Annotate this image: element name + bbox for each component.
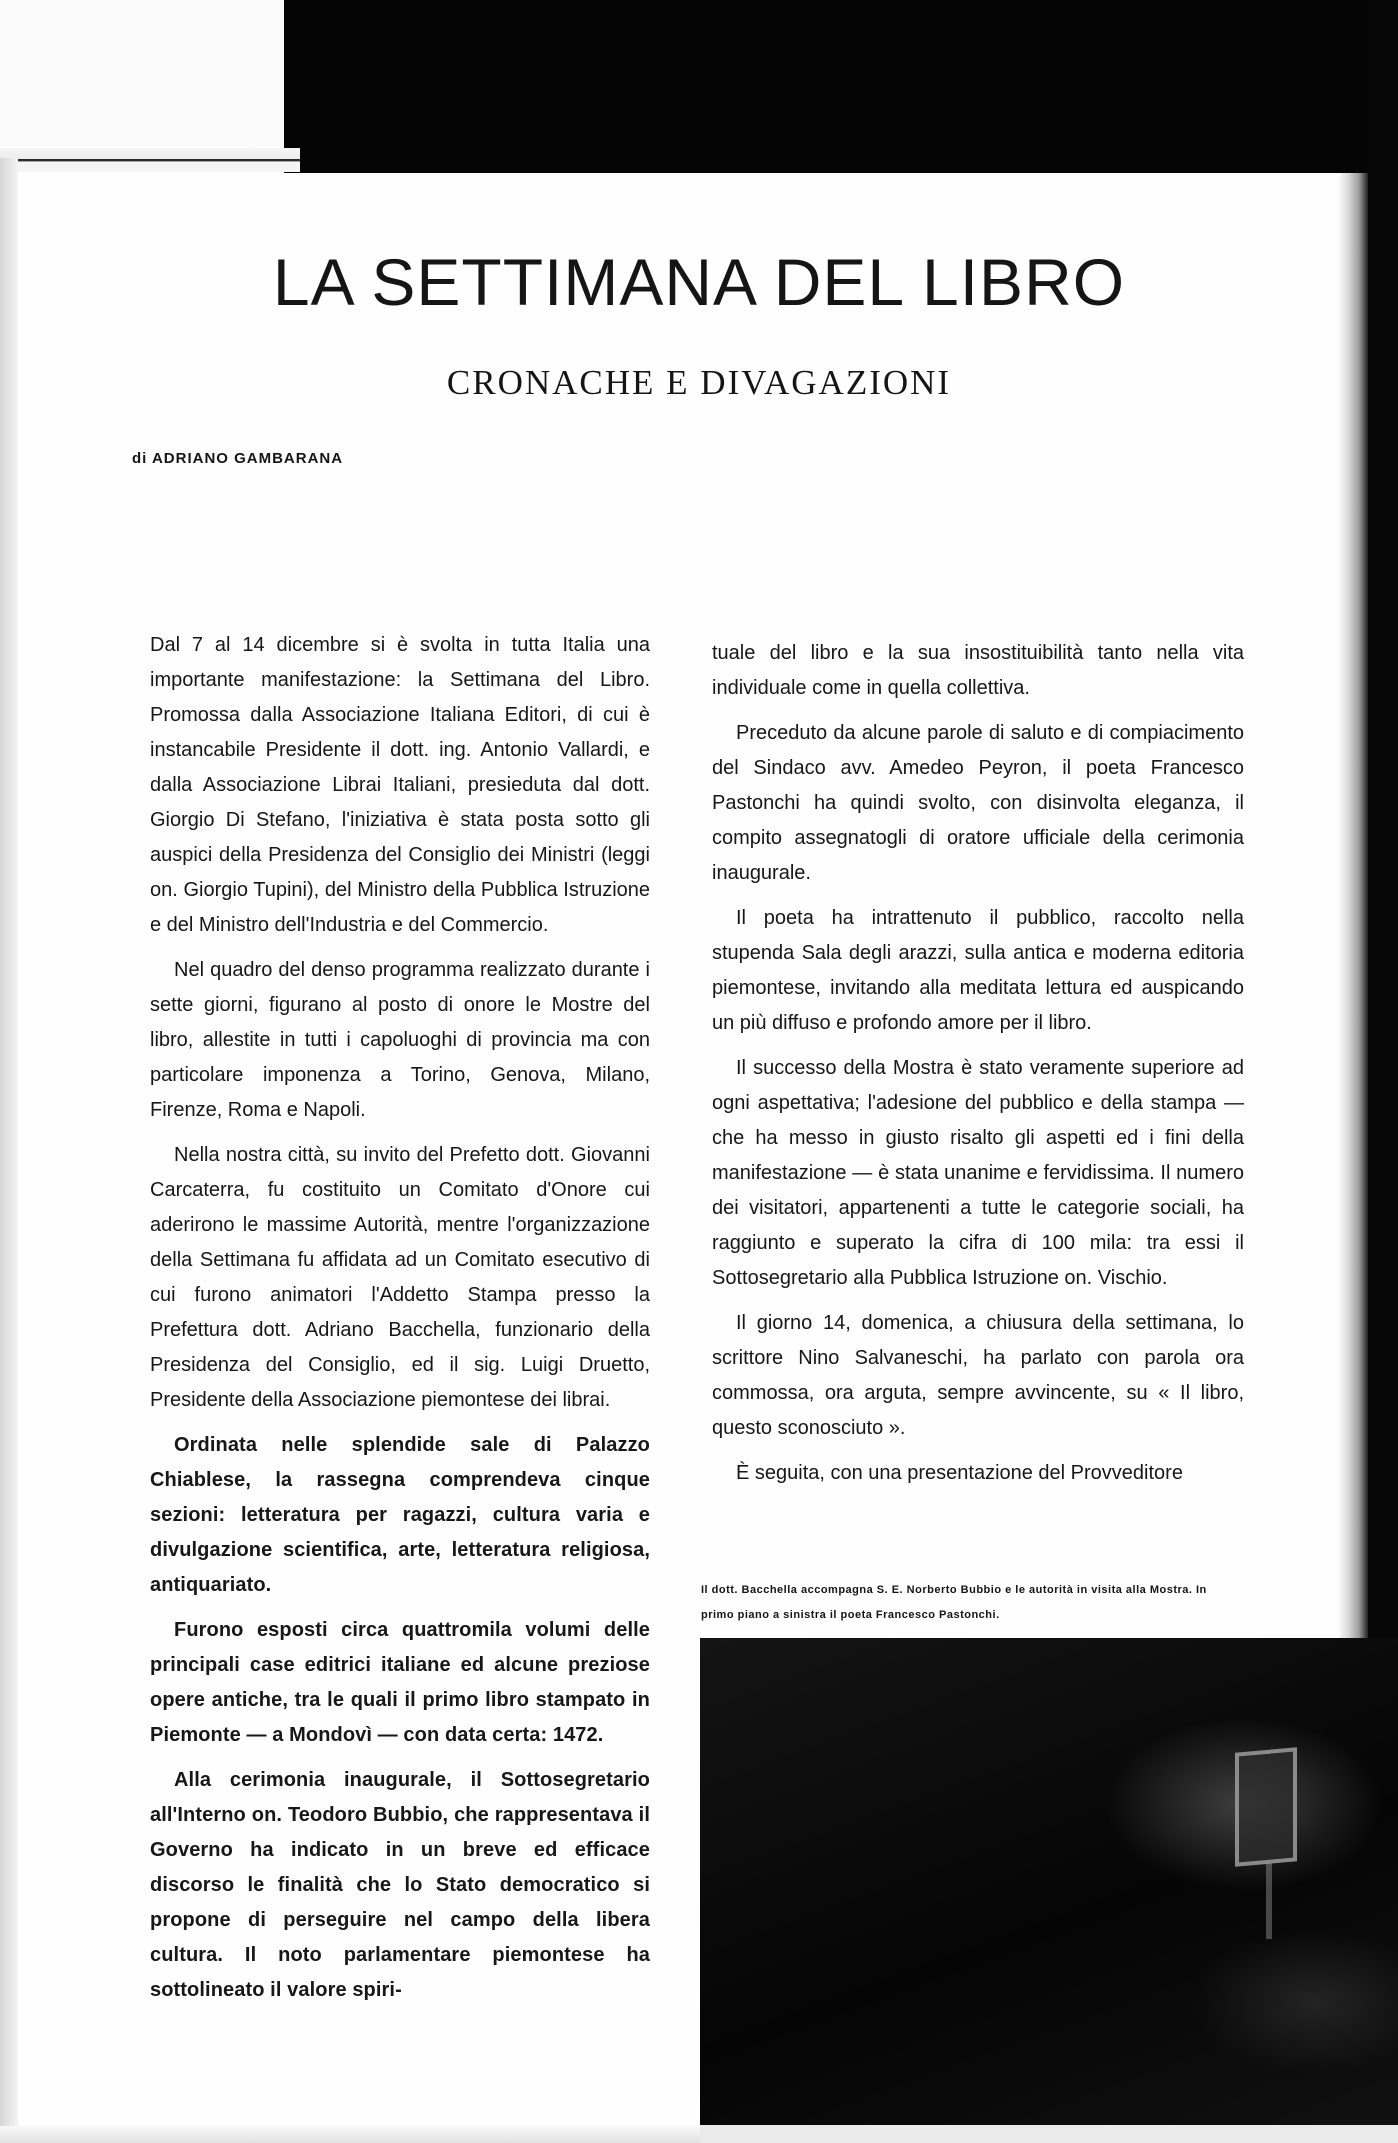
article-paragraph: Nella nostra città, su invito del Prefetto dott. Giovanni Carcaterra, fu costituito un Comitato d'Onore cui aderirono le massime Autorità, mentre l'organizzazione della Settimana fu affidata ad un Comitato esecutivo di cui furono animatori l'Addetto Stampa presso la Prefettura dott. Adriano Bacchella, funzionario della Presidenza del Consiglio, ed il sig. Luigi Druetto, Presidente della Associazione piemontese dei librai. — [150, 1144, 650, 1411]
scan-left-shadow — [0, 158, 18, 2143]
article-paragraph: Nel quadro del denso programma realizzato durante i sette giorni, figurano al posto di onore le Mostre del libro, allestite in tutti i capoluoghi di provincia ma con particolare imponenza a Torino, Genova, Milano, Firenze, Roma e Napoli. — [150, 959, 650, 1121]
article-subtitle: CRONACHE E DIVAGAZIONI — [446, 363, 952, 403]
article-paragraph: Ordinata nelle splendide sale di Palazzo Chiablese, la rassegna comprendeva cinque sezioni: letteratura per ragazzi, cultura varia e divulgazione scientifica, arte, letteratura religiosa, antiquariato. — [150, 1434, 650, 1596]
photo-caption: Il dott. Bacchella accompagna S. E. Norberto Bubbio e le autorità in visita alla Mostra. In primo piano a sinistra il poeta Francesco Pastonchi. — [701, 1584, 1207, 1621]
scan-top-black-border — [284, 0, 1398, 178]
exhibition-photo — [700, 1638, 1398, 2143]
article-paragraph: Preceduto da alcune parole di saluto e di compiacimento del Sindaco avv. Amedeo Peyron, il poeta Francesco Pastonchi ha quindi svolto, con disinvolta eleganza, il compito assegnatogli di oratore ufficiale della cerimonia inaugurale. — [712, 722, 1244, 884]
article-paragraph: Dal 7 al 14 dicembre si è svolta in tutta Italia una importante manifestazione: la Settimana del Libro. Promossa dalla Associazione Italiana Editori, di cui è instancabile Presidente il dott. ing. Antonio Vallardi, e dalla Associazione Librai Italiani, presieduta dal dott. Giorgio Di Stefano, l'iniziativa è stata posta sotto gli auspici della Presidenza del Consiglio dei Ministri (leggi on. Giorgio Tupini), del Ministro della Pubblica Istruzione e del Ministro dell'Industria e del Commercio. — [150, 634, 650, 936]
easel-stand-in-photo — [1266, 1863, 1272, 1939]
article-paragraph: È seguita, con una presentazione del Provveditore — [736, 1462, 1183, 1484]
article-paragraph: Il successo della Mostra è stato veramente superiore ad ogni aspettativa; l'adesione del pubblico e della stampa — che ha messo in giusto risalto gli aspetti ed i fini della manifestazione — è stata unanime e fervidissima. Il numero dei visitatori, appartenenti a tutte le categorie sociali, ha raggiunto e superato la cifra di 100 mila: tra essi il Sottosegretario alla Pubblica Istruzione on. Vischio. — [712, 1057, 1244, 1289]
article-paragraph: Alla cerimonia inaugurale, il Sottosegretario all'Interno on. Teodoro Bubbio, che rappresentava il Governo ha indicato in un breve ed efficace discorso le finalità che lo Stato democratico si propone di perseguire nel campo della libera cultura. Il noto parlamentare piemontese ha sottolineato il valore spiri- — [150, 1769, 650, 2001]
left-column — [150, 628, 650, 2018]
article-paragraph: Il poeta ha intrattenuto il pubblico, raccolto nella stupenda Sala degli arazzi, sulla antica e moderna editoria piemontese, invitando alla meditata lettura ed auspicando un più diffuso e profondo amore per il libro. — [712, 907, 1244, 1034]
photo-bottom-edge — [700, 2125, 1398, 2143]
right-column — [712, 636, 1244, 1501]
article-paragraph: tuale del libro e la sua insostituibilità tanto nella vita individuale come in quella collettiva. — [712, 642, 1244, 699]
framed-picture-in-photo — [1235, 1747, 1297, 1866]
scan-top-left-margin — [0, 0, 295, 150]
page-bottom-edge — [0, 2126, 700, 2143]
article-paragraph: Il giorno 14, domenica, a chiusura della settimana, lo scrittore Nino Salvaneschi, ha parlato con parola ora commossa, ora arguta, sempre avvincente, su « Il libro, questo sconosciuto ». — [712, 1312, 1244, 1439]
scan-top-edge-line — [0, 148, 300, 172]
article-paragraph: Furono esposti circa quattromila volumi delle principali case editrici italiane ed alcune preziose opere antiche, tra le quali il primo libro stampato in Piemonte — a Mondovì — con data certa: 1472. — [150, 1619, 650, 1746]
article-title: LA SETTIMANA DEL LIBRO — [272, 245, 1126, 320]
article-byline: di ADRIANO GAMBARANA — [132, 450, 344, 467]
